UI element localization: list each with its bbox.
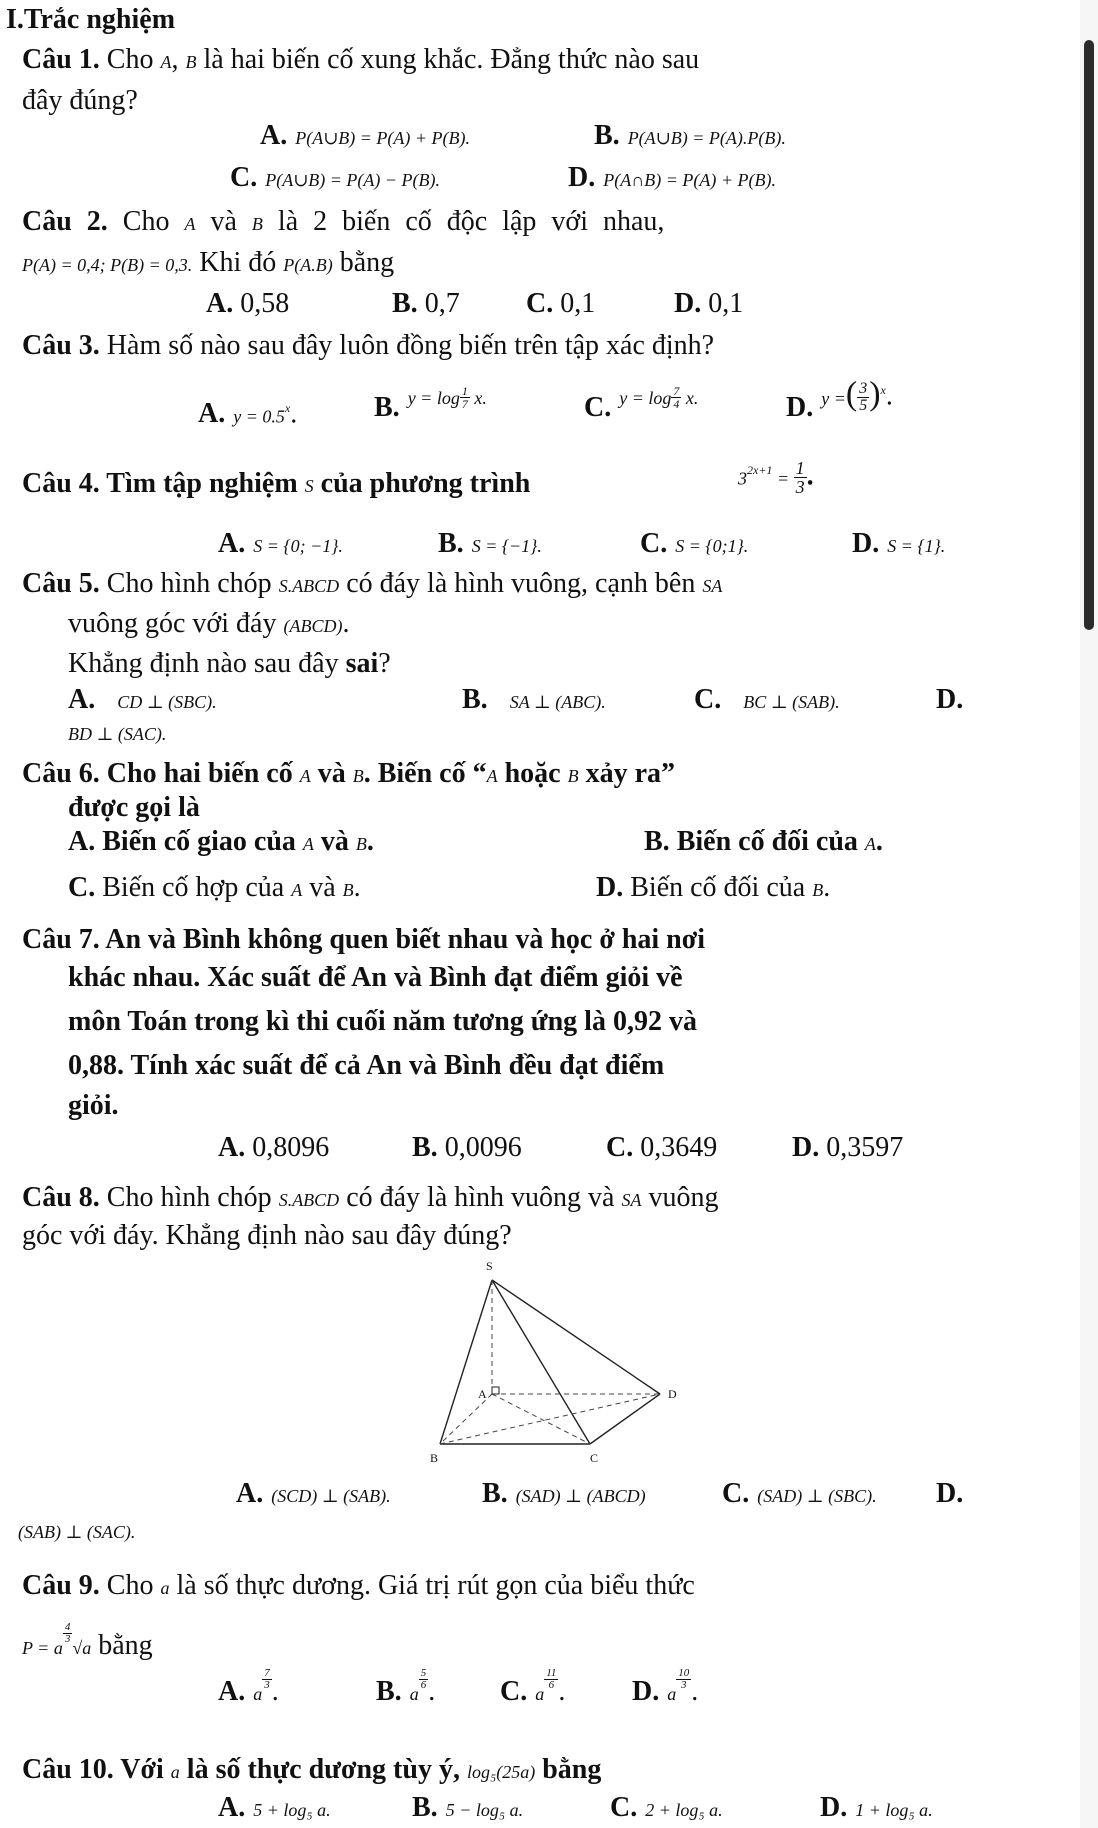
option-label: D. — [792, 1132, 820, 1163]
option-label: A. — [218, 528, 246, 559]
q1-head: Câu 1. — [22, 44, 100, 75]
q6-option-d-text: Biến cố đối của — [623, 872, 813, 903]
q7-stem-line1: Câu 7. An và Bình không quen biết nhau và học ở hai nơi — [22, 924, 706, 955]
q1-var-b: B — [185, 52, 197, 72]
q3-option-c-base — [671, 385, 681, 410]
q1-option-a[interactable] — [260, 118, 470, 156]
q8-text: Cho hình chóp — [99, 1182, 279, 1213]
q9-option-c-exponent — [544, 1668, 558, 1691]
q5-option-d-text: BD ⊥ (SAC). — [68, 724, 167, 744]
q6-var-a: A — [302, 834, 314, 854]
fraction-denominator: 3 — [795, 477, 805, 498]
option-label: C. — [500, 1676, 528, 1707]
option-label: C. — [722, 1478, 750, 1509]
right-angle-mark — [492, 1387, 499, 1394]
q4-equation-base: 3 — [738, 468, 747, 489]
q10-text: bằng — [535, 1754, 602, 1785]
option-label: A. — [218, 1792, 246, 1823]
label-s: S — [486, 1259, 493, 1273]
q4-equation — [738, 452, 814, 496]
q2-option-d-text: 0,1 — [701, 288, 744, 319]
q9-stem — [22, 1568, 695, 1606]
q4-equation-end: . — [806, 460, 814, 492]
q3-head: Câu 3. — [22, 330, 100, 361]
q10-option-b[interactable] — [412, 1790, 523, 1828]
q4-option-a-text: S = {0; −1}. — [253, 536, 343, 556]
fraction-numerator: 11 — [546, 1667, 557, 1679]
q9-option-c-base: a — [535, 1684, 545, 1704]
q6-var-b: B — [812, 880, 824, 900]
option-label: D. — [632, 1676, 660, 1707]
option-label: C. — [694, 684, 722, 715]
q2-probabilities: P(A) = 0,4; P(B) = 0,3. — [22, 255, 193, 275]
q9-var-a: a — [160, 1578, 170, 1598]
q3-option-d-text: y = — [821, 388, 846, 409]
q3-option-c-end: x. — [681, 388, 699, 408]
q10-option-b-text: 5 − log₅ a. — [445, 1800, 524, 1820]
q1-text: là hai biến cố xung khắc. Đẳng thức nào sau — [196, 44, 700, 75]
q10-option-c-text: 2 + log₅ a. — [645, 1800, 723, 1820]
option-label: D. — [820, 1792, 848, 1823]
q6-option-b[interactable] — [644, 824, 883, 862]
q6-option-a[interactable] — [68, 824, 374, 862]
q5-text: ? — [378, 648, 391, 679]
q2-text: Khi đó — [192, 247, 284, 278]
q1-option-b[interactable] — [594, 118, 786, 156]
q2-option-d[interactable] — [674, 286, 743, 322]
q2-option-c[interactable] — [526, 286, 595, 322]
section-title: I.Trắc nghiệm — [6, 4, 176, 35]
fraction-numerator: 5 — [420, 1667, 427, 1679]
option-label: C. — [68, 872, 96, 903]
q3-option-c-text: y = log — [619, 388, 672, 408]
q6-var-a: A — [864, 834, 876, 854]
q6-option-d-text: . — [823, 872, 831, 903]
q6-var-b: B — [567, 766, 579, 786]
q6-option-b-text: . — [875, 826, 883, 857]
q2-head: Câu 2. — [22, 206, 108, 237]
q8-head: Câu 8. — [22, 1182, 100, 1213]
fraction-denominator: 5 — [859, 397, 868, 415]
fraction-denominator: 4 — [673, 397, 680, 412]
fraction-denominator: 6 — [548, 1679, 555, 1691]
option-label: C. — [610, 1792, 638, 1823]
q9-option-d-end: . — [691, 1676, 699, 1707]
scrollbar-thumb[interactable] — [1084, 40, 1094, 630]
q8-option-c-text: (SAD) ⊥ (SBC). — [757, 1486, 877, 1506]
q4-option-c-text: S = {0;1}. — [675, 536, 749, 556]
q9-expression: P = a — [22, 1638, 63, 1658]
q4-equation-fraction — [794, 459, 807, 496]
option-label: B. — [594, 120, 620, 151]
q8-stem — [22, 1180, 718, 1218]
q3-option-b-text: y = log — [407, 388, 460, 408]
q7-option-c[interactable] — [606, 1130, 717, 1166]
q10-text: là số thực dương tùy ý, — [179, 1754, 467, 1785]
q7-option-d-text: 0,3597 — [819, 1132, 904, 1163]
q9-text: là số thực dương. Giá trị rút gọn của biểu thức — [169, 1570, 695, 1601]
q6-option-a-text: . — [366, 826, 374, 857]
q6-stem-line2: được gọi là — [68, 792, 200, 823]
q8-pyramid: S.ABCD — [278, 1190, 340, 1210]
option-label: C. — [640, 528, 668, 559]
q3-text: Hàm số nào sau đây luôn đồng biến trên tập xác định? — [99, 330, 715, 361]
q10-expression: log₅(25a) — [466, 1762, 536, 1782]
q5-text: Khẳng định nào sau đây — [68, 648, 346, 679]
q8-option-d-content — [18, 1512, 135, 1550]
option-label: A. — [236, 1478, 264, 1509]
q9-option-a-base: a — [253, 1684, 263, 1704]
option-label: D. — [786, 392, 814, 424]
q1-stem-line2: đây đúng? — [22, 85, 138, 116]
q7-stem-line3: môn Toán trong kì thi cuối năm tương ứng là 0,92 và — [68, 1006, 697, 1037]
q3-option-d-end: . — [885, 380, 893, 412]
q5-text: Cho hình chóp — [99, 568, 279, 599]
q3-option-c[interactable] — [584, 378, 698, 426]
option-label: C. — [606, 1132, 634, 1163]
q6-option-d[interactable] — [596, 870, 830, 908]
option-label: A. — [218, 1676, 246, 1707]
q5-edge: SA — [702, 576, 723, 596]
q2-var-b: B — [251, 214, 263, 234]
q2-text: và — [195, 206, 252, 237]
q1-option-d-text: P(A∩B) = P(A) + P(B). — [603, 170, 776, 190]
q6-option-a-text: và — [313, 826, 356, 857]
q5-text: vuông góc với đáy — [68, 608, 284, 639]
fraction-denominator: 3 — [680, 1679, 687, 1691]
option-label: C. — [230, 162, 258, 193]
q2-option-c-text: 0,1 — [553, 288, 596, 319]
q6-option-c-text: và — [302, 872, 343, 903]
q7-option-d[interactable] — [792, 1130, 903, 1166]
fraction-numerator: 7 — [264, 1667, 270, 1679]
option-label: B. — [482, 1478, 508, 1509]
q3-option-b-end: x. — [469, 388, 487, 408]
q10-option-a-text: 5 + log₅ a. — [253, 1800, 331, 1820]
q2-option-b-text: 0,7 — [417, 288, 460, 319]
q5-text: có đáy là hình vuông, cạnh bên — [339, 568, 703, 599]
q2-option-b[interactable] — [392, 286, 460, 322]
q9-option-b-base: a — [409, 1684, 419, 1704]
q7-option-b[interactable] — [412, 1130, 522, 1166]
q9-option-a-exponent — [262, 1668, 272, 1691]
q1-var-a: A — [160, 52, 172, 72]
q8-stem-line2: góc với đáy. Khẳng định nào sau đây đúng? — [22, 1220, 512, 1251]
q3-option-b[interactable] — [374, 378, 487, 426]
q9-option-a-end: . — [271, 1676, 279, 1707]
right-paren: ) — [869, 375, 881, 413]
q2-stem-line2 — [22, 245, 394, 283]
diag-bd — [440, 1394, 660, 1444]
q1-option-d[interactable] — [568, 160, 776, 198]
option-label: D. — [674, 288, 702, 319]
q4-option-b[interactable] — [438, 526, 542, 564]
pyramid-figure — [420, 1254, 700, 1474]
q9-option-b-end: . — [428, 1676, 436, 1707]
q6-head: Câu 6. Cho hai biến cố — [22, 758, 300, 789]
q10-var-a: a — [170, 1762, 180, 1782]
q5-stem-line2 — [68, 606, 349, 644]
q6-text: . Biến cố “ — [363, 758, 487, 789]
q5-text: . — [342, 608, 350, 639]
q10-option-c[interactable] — [610, 1790, 723, 1828]
q6-var-a: A — [291, 880, 303, 900]
q9-option-b[interactable] — [376, 1668, 435, 1712]
option-label: A. — [198, 398, 226, 430]
q1-text: Cho — [99, 44, 161, 75]
q8-option-a[interactable] — [236, 1476, 391, 1514]
q8-option-c[interactable] — [722, 1476, 877, 1514]
q5-option-c[interactable] — [694, 682, 840, 720]
q7-stem-line2: khác nhau. Xác suất để An và Bình đạt điểm giỏi về — [68, 962, 683, 993]
q2-text: bằng — [332, 247, 395, 278]
q10-stem — [22, 1752, 601, 1790]
q2-stem — [22, 204, 664, 242]
option-label: A. — [218, 1132, 246, 1163]
q5-head: Câu 5. — [22, 568, 100, 599]
q2-option-a[interactable] — [206, 286, 289, 322]
q10-head: Câu 10. Với — [22, 1754, 171, 1785]
fraction-numerator: 4 — [64, 1621, 71, 1633]
q6-var-b: B — [355, 834, 367, 854]
q9-text: bằng — [91, 1630, 153, 1661]
q4-option-d[interactable] — [852, 526, 945, 564]
q9-option-d-exponent — [676, 1668, 691, 1691]
q5-option-c-text: BC ⊥ (SAB). — [743, 692, 840, 712]
option-label: B. — [412, 1792, 438, 1823]
q4-var-s: S — [304, 476, 314, 496]
fraction-denominator: 6 — [420, 1679, 427, 1691]
q5-stem — [22, 566, 722, 604]
q6-stem — [22, 756, 675, 794]
label-c: C — [590, 1451, 599, 1465]
option-label: A. — [68, 684, 96, 715]
q9-stem-line2 — [22, 1622, 153, 1666]
q5-option-b-text: SA ⊥ (ABC). — [509, 692, 606, 712]
q5-pyramid: S.ABCD — [278, 576, 340, 596]
option-label: D. — [568, 162, 596, 193]
q3-option-a[interactable] — [198, 390, 297, 434]
q10-option-d[interactable] — [820, 1790, 933, 1828]
fraction-denominator: 3 — [264, 1679, 270, 1691]
q1-option-c-text: P(A∪B) = P(A) − P(B). — [265, 170, 441, 190]
q7-option-c-text: 0,3649 — [633, 1132, 718, 1163]
q9-option-c-end: . — [558, 1676, 566, 1707]
q9-option-b-exponent — [419, 1668, 429, 1691]
q9-expression-root: √a — [72, 1638, 92, 1658]
q4-option-a[interactable] — [218, 526, 343, 564]
q6-option-a-text: Biến cố giao của — [95, 826, 303, 857]
q3-option-d[interactable] — [786, 372, 893, 426]
q8-text: vuông — [641, 1182, 719, 1213]
q6-var-a: A — [299, 766, 311, 786]
option-label: A. — [68, 826, 96, 857]
option-label: B. — [644, 826, 670, 857]
q3-stem — [22, 328, 714, 364]
q6-text: và — [310, 758, 353, 789]
option-label: B. — [438, 528, 464, 559]
q4-text: của phương trình — [313, 468, 531, 499]
q5-stem-line3 — [68, 646, 391, 682]
q9-head: Câu 9. — [22, 1570, 100, 1601]
q4-option-c[interactable] — [640, 526, 748, 564]
option-label: D. — [852, 528, 880, 559]
q1-stem — [22, 42, 699, 80]
option-label: C. — [526, 288, 554, 319]
q2-text: Cho — [107, 206, 185, 237]
option-label: B. — [412, 1132, 438, 1163]
q3-option-a-text: y = 0.5 — [233, 406, 285, 427]
fraction-numerator: 1 — [795, 458, 805, 479]
q6-option-c-text: . — [353, 872, 361, 903]
q5-keyword-false: sai — [345, 648, 379, 679]
q9-option-d[interactable] — [632, 1668, 698, 1712]
q4-option-d-text: S = {1}. — [887, 536, 946, 556]
q6-option-c-text: Biến cố hợp của — [95, 872, 292, 903]
q7-stem-line5: giỏi. — [68, 1090, 119, 1121]
option-label: A. — [260, 120, 288, 151]
q10-option-d-text: 1 + log₅ a. — [855, 1800, 933, 1820]
q7-option-a-text: 0,8096 — [245, 1132, 330, 1163]
q6-option-b-text: Biến cố đối của — [669, 826, 865, 857]
q1-text: , — [171, 44, 186, 75]
q1-option-a-text: P(A∪B) = P(A) + P(B). — [295, 128, 471, 148]
q7-option-a[interactable] — [218, 1130, 329, 1166]
left-paren: ( — [845, 375, 858, 413]
q6-var-b: B — [342, 880, 354, 900]
label-a: A — [478, 1387, 487, 1401]
q8-text: có đáy là hình vuông và — [339, 1182, 622, 1213]
q3-option-a-exp: x — [284, 401, 291, 415]
q2-text: là 2 biến cố độc lập với nhau, — [262, 206, 665, 237]
q8-option-a-text: (SCD) ⊥ (SAB). — [271, 1486, 391, 1506]
q5-base: (ABCD) — [283, 616, 343, 636]
label-d: D — [668, 1387, 677, 1401]
q8-option-b[interactable] — [482, 1476, 646, 1514]
fraction-numerator: 10 — [678, 1667, 690, 1679]
q9-option-a[interactable] — [218, 1668, 279, 1712]
q5-option-d[interactable] — [936, 682, 971, 718]
q3-option-d-fraction — [857, 381, 869, 414]
q1-option-b-text: P(A∪B) = P(A).P(B). — [627, 128, 786, 148]
q5-option-a-text: CD ⊥ (SBC). — [117, 692, 217, 712]
q9-option-d-base: a — [667, 1684, 677, 1704]
q4-option-b-text: S = {−1}. — [471, 536, 542, 556]
q9-option-c[interactable] — [500, 1668, 565, 1712]
option-label: A. — [206, 288, 234, 319]
q4-equation-exp: 2x+1 — [747, 463, 773, 477]
q8-edge: SA — [621, 1190, 642, 1210]
q5-option-b[interactable] — [462, 682, 606, 720]
q1-option-c[interactable] — [230, 160, 440, 198]
q9-text: Cho — [99, 1570, 161, 1601]
q3-option-a-end: . — [290, 398, 298, 430]
option-label: B. — [374, 392, 400, 423]
option-label: B. — [376, 1676, 402, 1707]
q6-var-b: B — [352, 766, 364, 786]
q7-option-b-text: 0,0096 — [437, 1132, 522, 1163]
option-label: D. — [936, 684, 964, 715]
option-label: D. — [596, 872, 624, 903]
q6-var-a: A — [486, 766, 498, 786]
q2-option-a-text: 0,58 — [233, 288, 290, 319]
q8-option-d[interactable] — [936, 1476, 971, 1512]
q6-text: hoặc — [497, 758, 568, 789]
fraction-numerator: 3 — [859, 380, 868, 398]
q10-option-a[interactable] — [218, 1790, 331, 1828]
q6-text: xảy ra” — [578, 758, 676, 789]
q7-stem-line4: 0,88. Tính xác suất để cả An và Bình đều đạt điểm — [68, 1050, 665, 1081]
q8-option-d-text: (SAB) ⊥ (SAC). — [18, 1522, 136, 1542]
q9-expression-exponent — [63, 1622, 73, 1645]
edge-sd — [492, 1280, 660, 1394]
q6-option-c[interactable] — [68, 870, 361, 908]
q2-var-a: A — [184, 214, 196, 234]
fraction-numerator: 7 — [673, 384, 680, 399]
fraction-numerator: 1 — [461, 384, 468, 399]
label-b: B — [430, 1451, 439, 1465]
option-label: C. — [584, 392, 612, 423]
q4-equation-equals: = — [772, 468, 794, 489]
option-label: D. — [936, 1478, 964, 1509]
q3-option-d-exp: x — [880, 383, 886, 397]
fraction-denominator: 7 — [461, 397, 468, 412]
q3-option-b-base — [460, 385, 470, 410]
q8-option-b-text: (SAD) ⊥ (ABCD) — [515, 1486, 646, 1506]
q4-head: Câu 4. Tìm tập nghiệm — [22, 468, 305, 499]
option-label: B. — [462, 684, 488, 715]
q4-stem — [22, 466, 530, 504]
q5-option-d-content — [68, 714, 166, 752]
q2-expression: P(A.B) — [283, 255, 333, 275]
fraction-denominator: 3 — [64, 1633, 71, 1645]
option-label: B. — [392, 288, 418, 319]
